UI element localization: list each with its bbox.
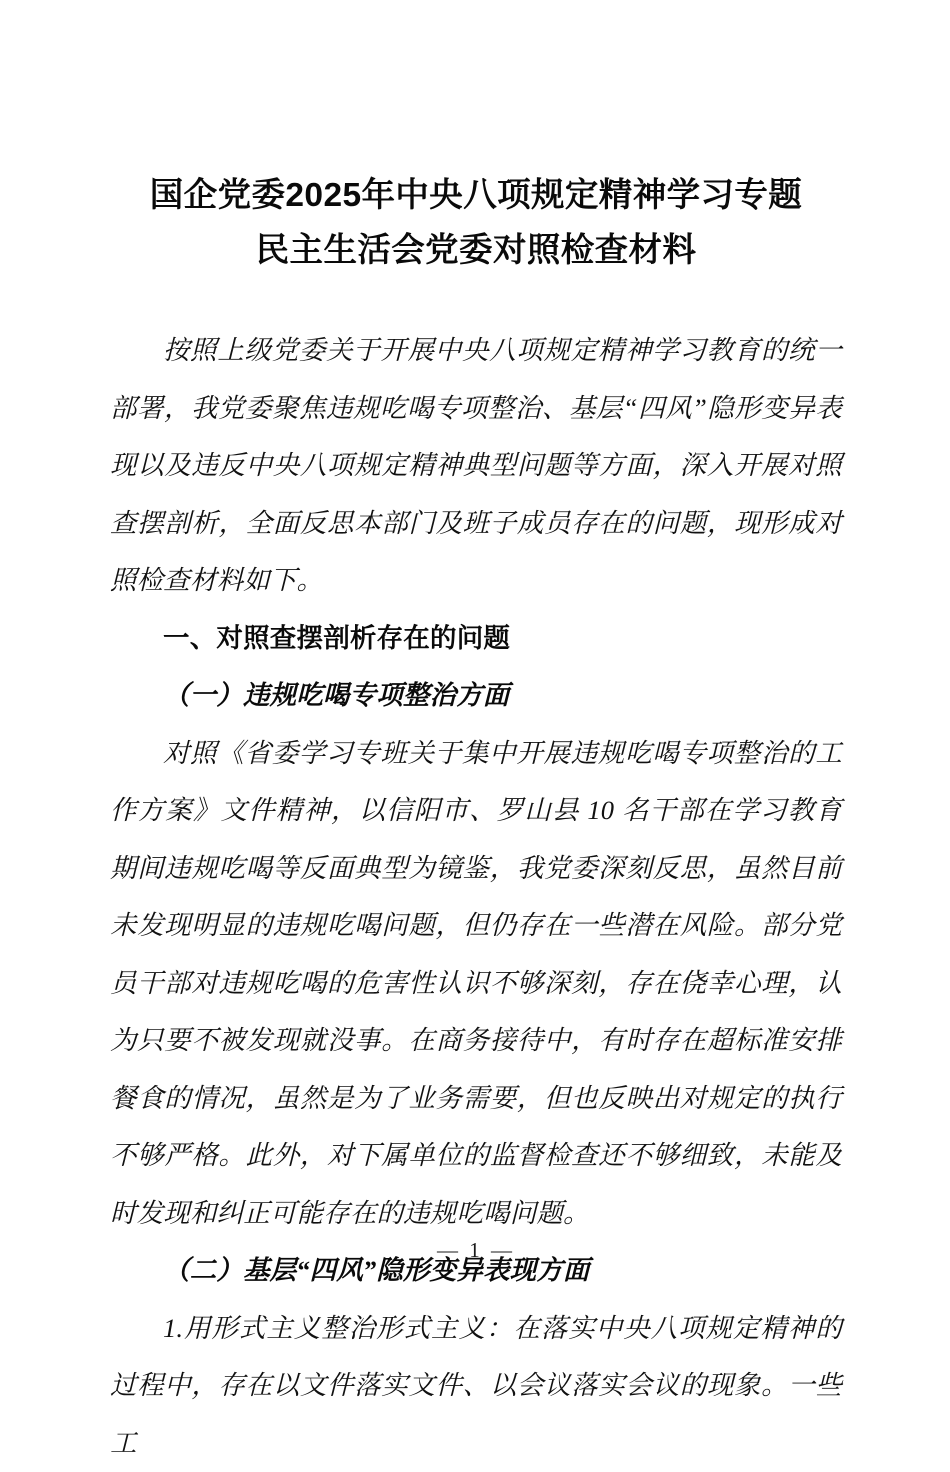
page-title bbox=[110, 168, 842, 278]
page-number-footer: — 1 — bbox=[110, 1238, 842, 1263]
subsection-paragraph-1-2: 1.用形式主义整治形式主义：在落实中央八项规定精神的过程中，存在以文件落实文件、以会议落实会议的现象。一些工 bbox=[110, 1300, 842, 1472]
intro-paragraph: 按照上级党委关于开展中央八项规定精神学习教育的统一部署，我党委聚焦违规吃喝专项整治、基层“四风”隐形变异表现以及违反中央八项规定精神典型问题等方面，深入开展对照查摆剖析，全面反思本部门及班子成员存在的问题，现形成对照检查材料如下。 bbox=[110, 322, 842, 610]
subsection-heading-1-1: （一）违规吃喝专项整治方面 bbox=[110, 667, 842, 725]
section-heading-1: 一、对照查摆剖析存在的问题 bbox=[110, 610, 842, 668]
subsection-paragraph-1-1: 对照《省委学习专班关于集中开展违规吃喝专项整治的工作方案》文件精神，以信阳市、罗山县 10 名干部在学习教育期间违规吃喝等反面典型为镜鉴，我党委深刻反思，虽然目前未发现明显的违规吃喝问题，但仍存在一些潜在风险。部分党员干部对违规吃喝的危害性认识不够深刻，存在侥幸心理，认为只要不被发现就没事。在商务接待中，有时存在超标准安排餐食的情况，虽然是为了业务需要，但也反映出对规定的执行不够严格。此外，对下属单位的监督检查还不够细致，未能及时发现和纠正可能存在的违规吃喝问题。 bbox=[110, 725, 842, 1243]
page-title-line-1: 国企党委2025年中央八项规定精神学习专题 bbox=[110, 168, 842, 223]
document-body bbox=[110, 322, 842, 1472]
subsection-heading-1-2: （二）基层“四风”隐形变异表现方面 bbox=[110, 1242, 842, 1300]
page-content-column bbox=[110, 0, 842, 1344]
page-title-line-2: 民主生活会党委对照检查材料 bbox=[110, 223, 842, 278]
